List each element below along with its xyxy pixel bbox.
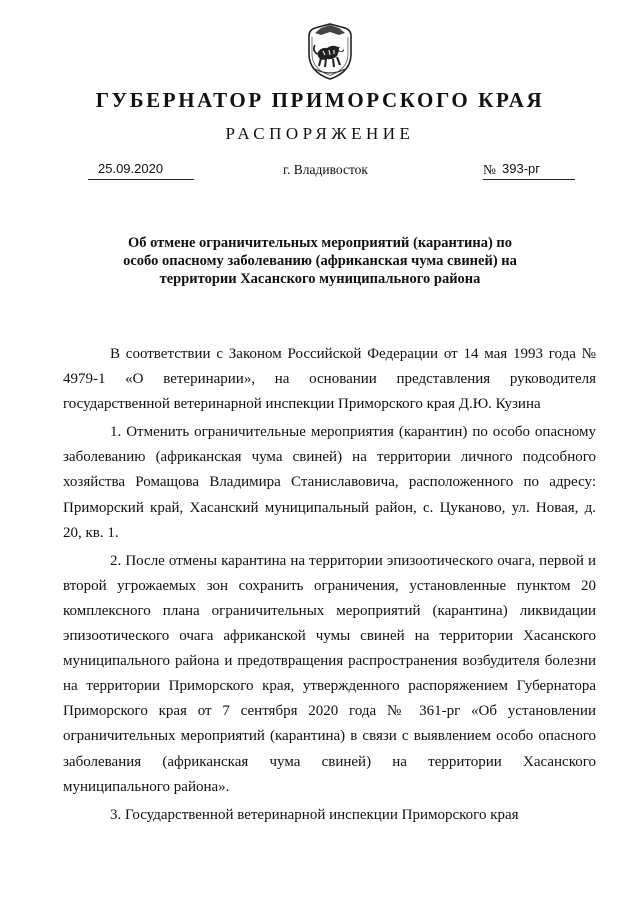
- paragraph-2: 2. После отмены карантина на территории эпизоотического очага, первой и второй угрожаемых зон сохранить ограничения, установленные пунктом 20 комплексного плана ограничительных мероприятий (карантина) ликвидации эпизоотического очага африканской чумы свиней на территории Хасанского муниципального района и предотвращения распространения возбудителя болезни на территории Приморского края, утвержденного распоряжением Губернатора Приморского края от 7 сентября 2020 года № 361-рг «Об установлении ограничительных мероприятий (карантина) в связи с выявлением особо опасного заболевания (африканская чума свиней) на территории Хасанского муниципального района».: [63, 552, 596, 795]
- document-date-value: 25.09.2020: [98, 161, 164, 176]
- number-sign: №: [483, 162, 496, 177]
- document-number-value: 393-рг: [502, 161, 540, 176]
- preamble-paragraph: В соответствии с Законом Российской Федерации от 14 мая 1993 года № 4979-1 «О ветеринарии», на основании представления руководителя государственной ветеринарной инспекции Приморского края Д.Ю. Кузина: [63, 346, 596, 413]
- paragraph-3: 3. Государственной ветеринарной инспекции Приморского края: [110, 806, 519, 823]
- document-title: Об отмене ограничительных мероприятий (карантина) по особо опасному заболеванию (африканская чума свиней) на территории Хасанского муниципального района: [123, 235, 517, 287]
- document-number: [483, 160, 575, 180]
- document-city: г. Владивосток: [283, 162, 368, 177]
- document-type: РАСПОРЯЖЕНИЕ: [225, 124, 415, 143]
- coat-of-arms-icon: [303, 20, 357, 82]
- organization-title: ГУБЕРНАТОР ПРИМОРСКОГО КРАЯ: [95, 88, 545, 112]
- paragraph-1: 1. Отменить ограничительные мероприятия (карантин) по особо опасному заболеванию (африканская чума свиней) на территории личного подсобного хозяйства Ромащова Владимира Станиславовича, расположенного по адресу: Приморский край, Хасанский муниципальный район, с. Цуканово, ул. Новая, д. 20, кв. 1.: [63, 424, 596, 541]
- document-body: [63, 342, 596, 831]
- document-date: [88, 160, 194, 180]
